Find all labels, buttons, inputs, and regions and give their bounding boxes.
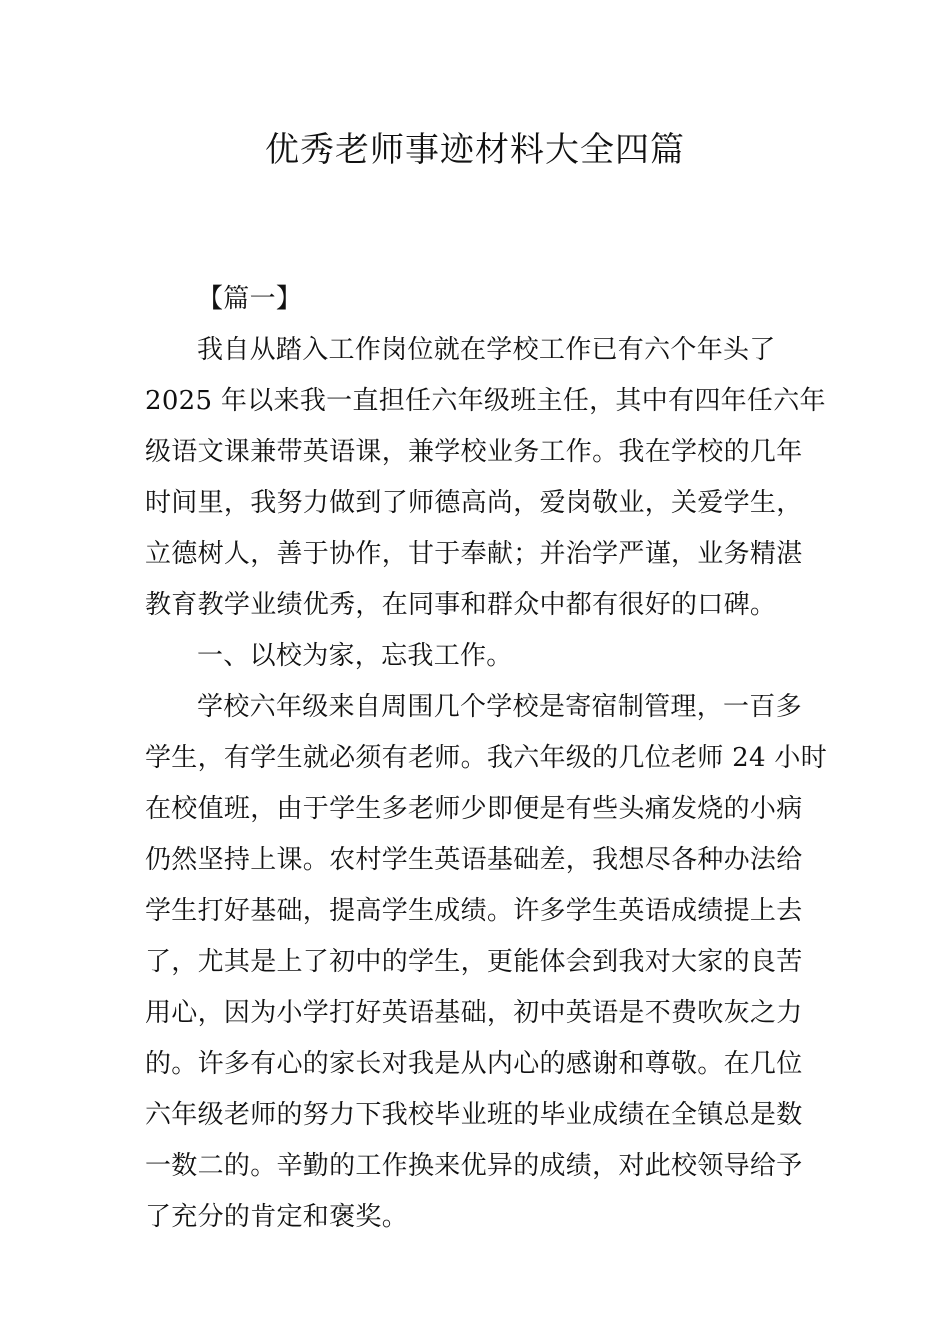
paragraph-line: 我自从踏入工作岗位就在学校工作已有六个年头了	[197, 335, 776, 365]
section-heading-part-one: 【篇一】	[197, 284, 303, 314]
paragraph-line: 仍然坚持上课。农村学生英语基础差，我想尽各种办法给	[145, 845, 803, 875]
paragraph-line: 教育教学业绩优秀，在同事和群众中都有很好的口碑。	[145, 590, 777, 620]
paragraph-line: 用心，因为小学打好英语基础，初中英语是不费吹灰之力	[145, 998, 803, 1028]
paragraph-line: 六年级老师的努力下我校毕业班的毕业成绩在全镇总是数	[145, 1100, 803, 1130]
subheading: 一、以校为家，忘我工作。	[197, 641, 513, 671]
document-body	[145, 274, 828, 1243]
document-title: 优秀老师事迹材料大全四篇	[265, 130, 685, 170]
paragraph-line: 了充分的肯定和褒奖。	[145, 1202, 409, 1232]
paragraph-line: 一数二的。辛勤的工作换来优异的成绩，对此校领导给予	[145, 1151, 803, 1181]
paragraph-line: 学生，有学生就必须有老师。我六年级的几位老师 24 小时	[145, 743, 828, 773]
paragraph-line: 在校值班，由于学生多老师少即便是有些头痛发烧的小病	[145, 794, 803, 824]
paragraph-line: 的。许多有心的家长对我是从内心的感谢和尊敬。在几位	[145, 1049, 803, 1079]
paragraph-line: 学校六年级来自周围几个学校是寄宿制管理，一百多	[197, 692, 802, 722]
paragraph-line: 级语文课兼带英语课，兼学校业务工作。我在学校的几年	[145, 437, 803, 467]
paragraph-line: 了，尤其是上了初中的学生，更能体会到我对大家的良苦	[145, 947, 803, 977]
paragraph-line: 学生打好基础，提高学生成绩。许多学生英语成绩提上去	[145, 896, 803, 926]
paragraph-line: 时间里，我努力做到了师德高尚，爱岗敬业，关爱学生，	[145, 488, 803, 518]
paragraph-line: 立德树人，善于协作，甘于奉献；并治学严谨，业务精湛	[145, 539, 803, 569]
paragraph-line: 2025 年以来我一直担任六年级班主任，其中有四年任六年	[145, 386, 826, 416]
